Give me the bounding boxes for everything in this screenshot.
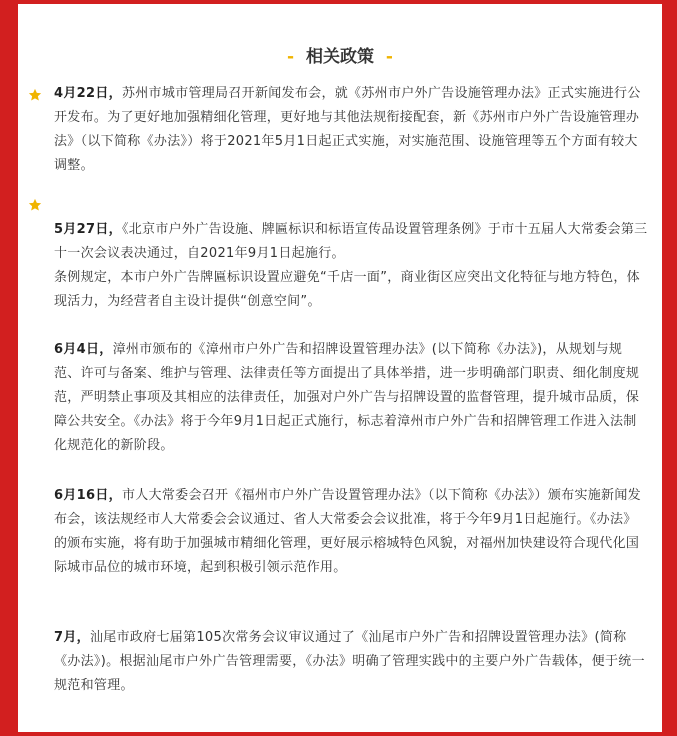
policy-entry-paragraph xyxy=(54,82,648,178)
policy-entry-extra: 条例规定，本市户外广告牌匾标识设置应避免“千店一面”，商业街区应突出文化特征与地方特色，体现活力，为经营者自主设计提供“创意空间”。 xyxy=(54,270,640,309)
policy-entry-text: 市人大常委会召开《福州市户外广告设置管理办法》（以下简称《办法》）颁布实施新闻发布会，该法规经市人大常委会会议通过、省人大常委会会议批准，将于今年9月1日起施行。《办法》的颁布实施，将有助于加强城市精细化管理，更好展示榕城特色风貌，对福州加快建设符合现代化国际城市品位的城市环境，起到积极引领示范作用。 xyxy=(54,488,641,575)
title-dash-right: - xyxy=(385,47,393,67)
policy-entry-paragraph xyxy=(54,626,648,698)
policy-entry-paragraph xyxy=(54,484,648,580)
policy-entry-date: 4月22日， xyxy=(54,86,122,101)
policy-entry xyxy=(54,626,648,698)
policy-entry xyxy=(54,484,648,580)
star-icon xyxy=(28,88,42,102)
policy-entry-paragraph xyxy=(54,338,648,458)
policy-entry-date: 7月， xyxy=(54,630,90,645)
policy-entry-text: 汕尾市政府七届第105次常务会议审议通过了《汕尾市户外广告和招牌设置管理办法》(简称《办法》)。根据汕尾市户外广告管理需要，《办法》明确了管理实践中的主要户外广告载体，便于统一规范和管理。 xyxy=(54,630,645,693)
section-title-text: 相关政策 xyxy=(306,47,374,67)
star-icon xyxy=(28,198,42,212)
policy-entry xyxy=(54,338,648,458)
policy-entry-text: 苏州市城市管理局召开新闻发布会，就《苏州市户外广告设施管理办法》正式实施进行公开发布。为了更好地加强精细化管理，更好地与其他法规衔接配套，新《苏州市户外广告设施管理办法》（以下简称《办法》）将于2021年5月1日起正式实施，对实施范围、设施管理等五个方面有较大调整。 xyxy=(54,86,641,173)
section-title xyxy=(18,42,662,67)
policy-entry-date: 5月27日， xyxy=(54,222,122,237)
policy-entry-paragraph xyxy=(54,218,648,266)
policy-entry-date: 6月16日， xyxy=(54,488,122,503)
policy-entry-text: 《北京市户外广告设施、牌匾标识和标语宣传品设置管理条例》于市十五届人大常委会第三十一次会议表决通过，自2021年9月1日起施行。 xyxy=(54,222,648,261)
policy-entry-date: 6月4日， xyxy=(54,342,113,357)
title-dash-left: - xyxy=(287,47,295,67)
policy-entry-text: 漳州市颁布的《漳州市户外广告和招牌设置管理办法》(以下简称《办法》)，从规划与规范、许可与备案、维护与管理、法律责任等方面提出了具体举措，进一步明确部门职责、细化制度规范，严明禁止事项及其相应的法律责任，加强对户外广告与招牌设置的监督管理，提升城市品质，保障公共安全。《办法》将于今年9月1日起正式施行，标志着漳州市户外广告和招牌管理工作进入法制化规范化的新阶段。 xyxy=(54,342,640,453)
policy-entry xyxy=(54,82,648,178)
policy-entry xyxy=(54,218,648,314)
